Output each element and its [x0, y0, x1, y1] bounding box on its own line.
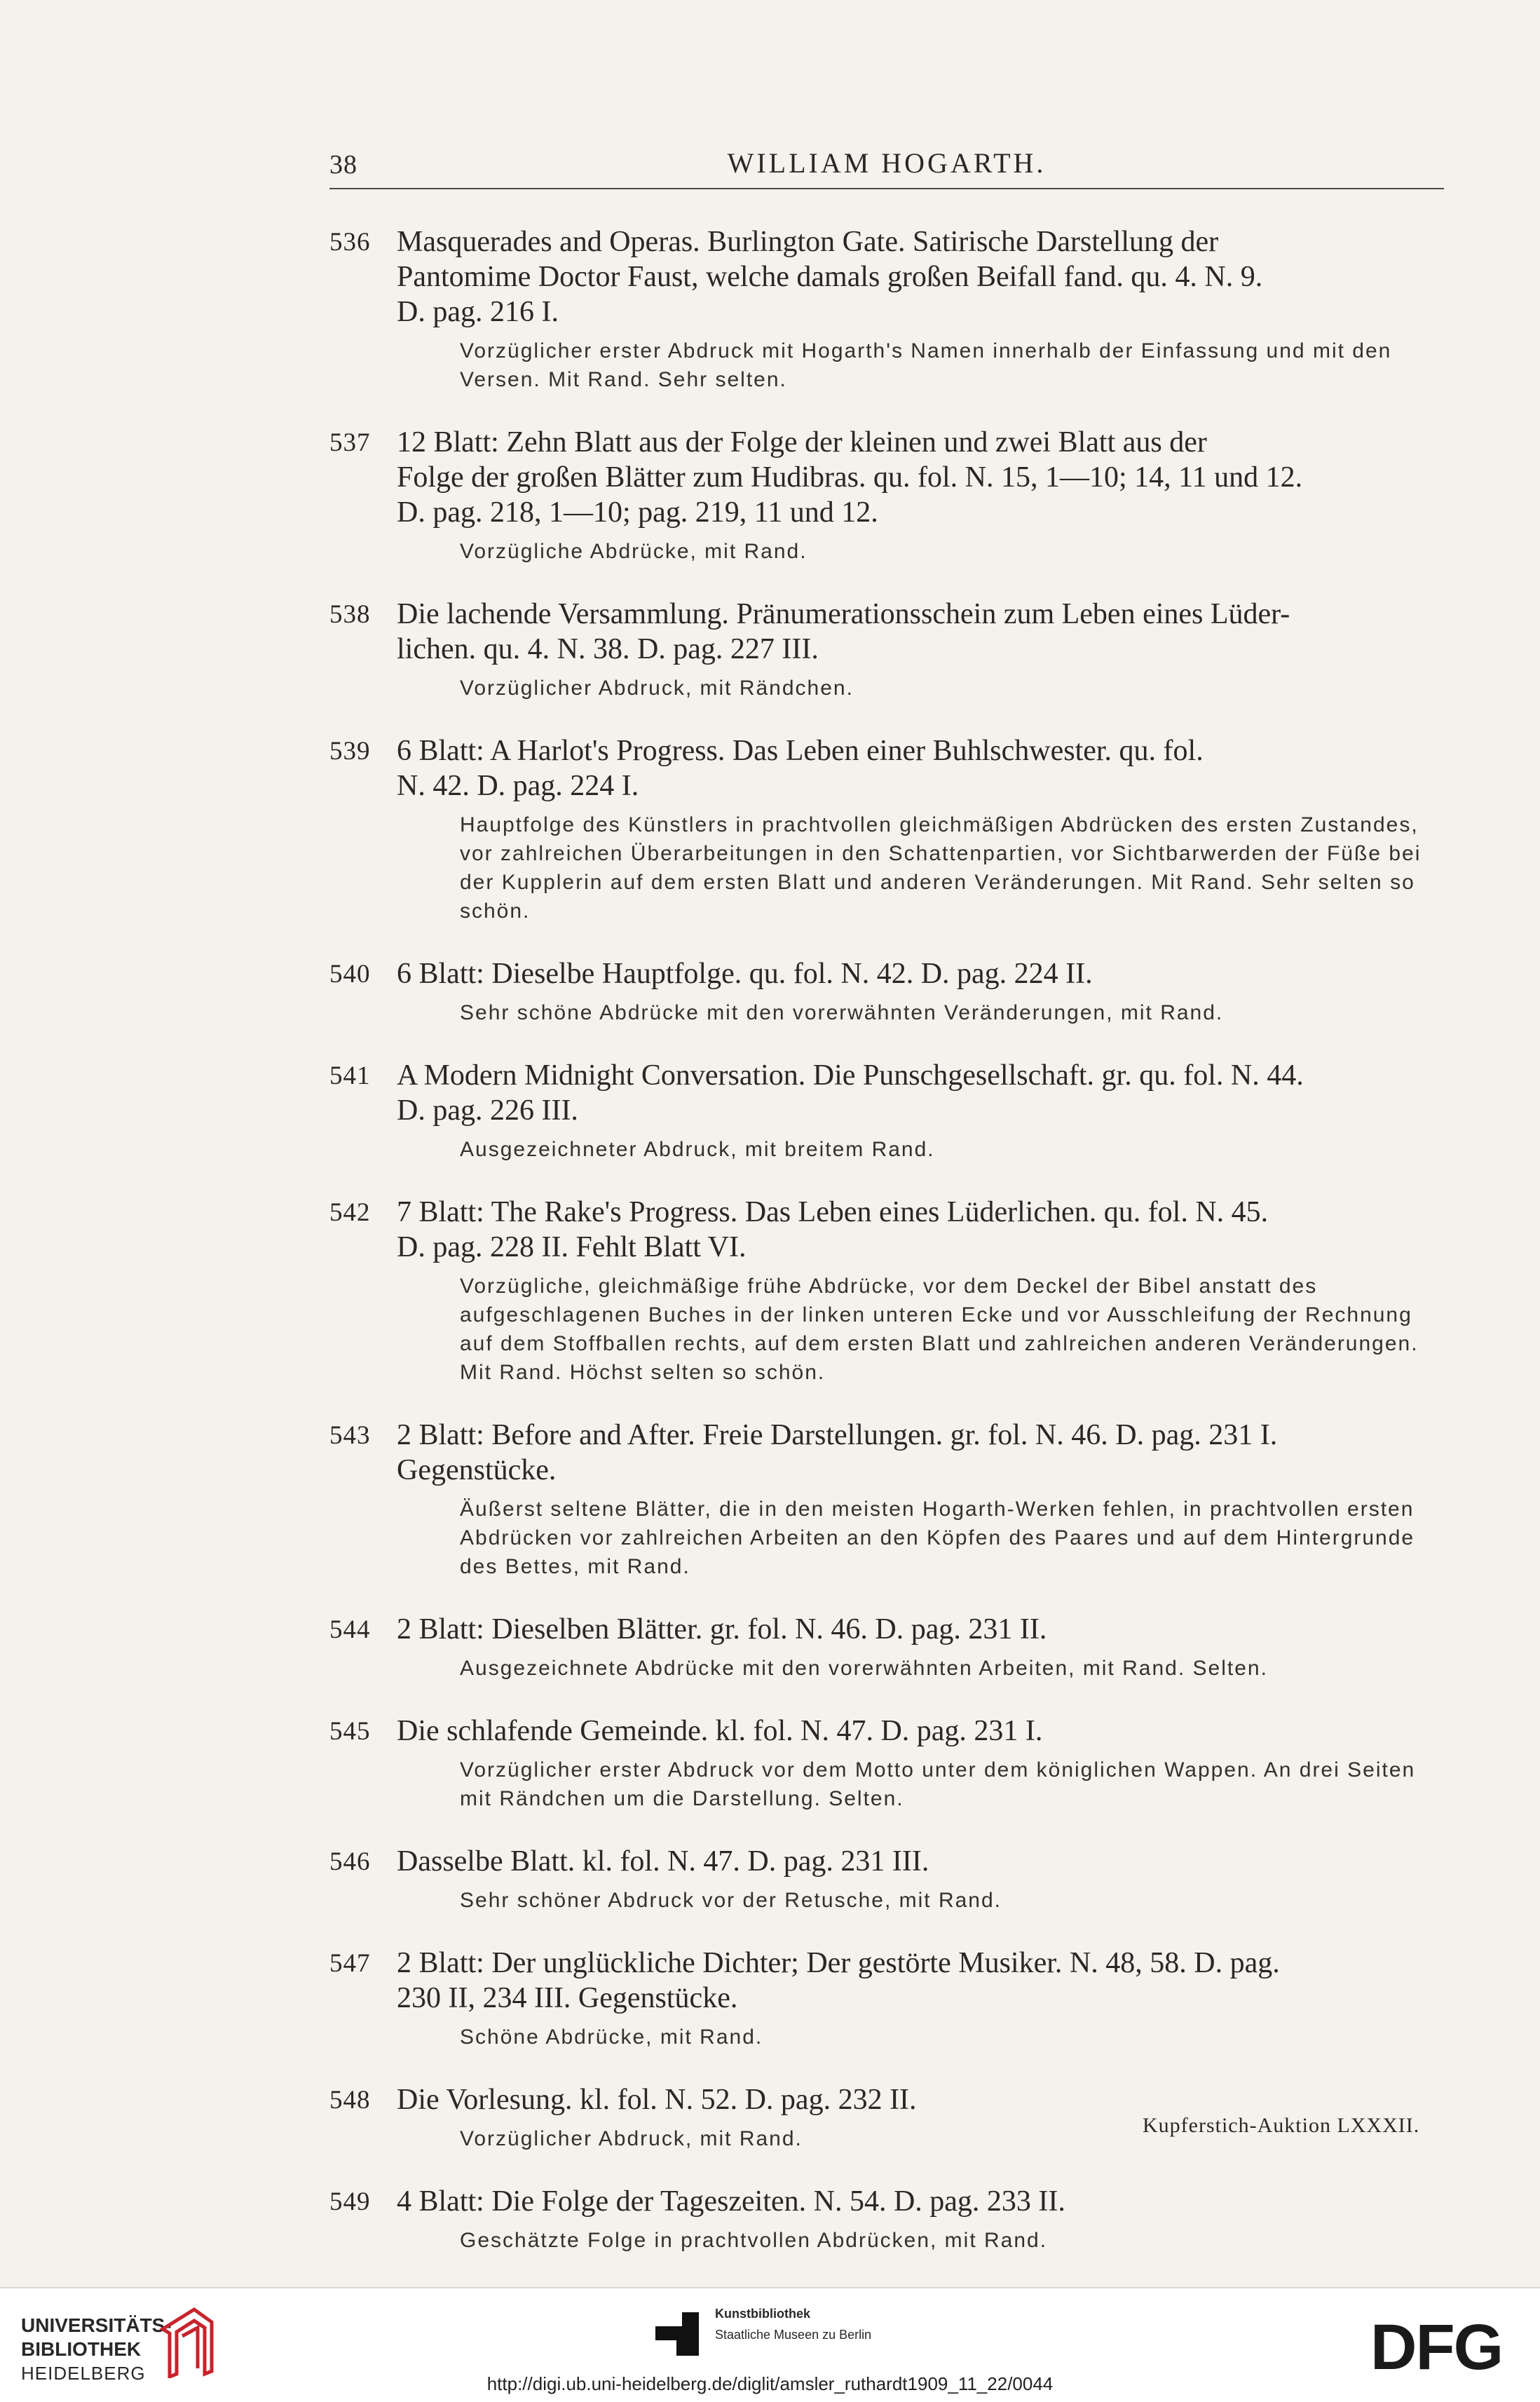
entry-note: Sehr schöner Abdruck vor der Retusche, mit Rand. — [460, 1889, 1002, 1912]
entry-title — [397, 1195, 1451, 1265]
entry-note: Ausgezeichnete Abdrücke mit den vorerwähnten Arbeiten, mit Rand. Selten. — [460, 1657, 1268, 1680]
entry-note: Sehr schöne Abdrücke mit den vorerwähnten Veränderungen, mit Rand. — [460, 1001, 1224, 1024]
entry-title-line: 7 Blatt: The Rake's Progress. Das Leben eines Lüderlichen. qu. fol. N. 45. — [397, 1196, 1269, 1228]
entry-title — [397, 2082, 1451, 2117]
entry-title — [397, 224, 1451, 330]
entry-number: 546 — [329, 1847, 371, 1876]
catalogue-entry — [329, 425, 1451, 566]
entry-title-line: Masquerades and Operas. Burlington Gate. Satirische Darstellung der — [397, 226, 1219, 258]
entry-title-line: Die Vorlesung. kl. fol. N. 52. D. pag. 232 II. — [397, 2084, 917, 2116]
entry-title-line: 230 II, 234 III. Gegenstücke. — [397, 1982, 738, 2014]
entry-number: 544 — [329, 1615, 371, 1644]
catalogue-entry — [329, 224, 1451, 394]
entry-note: Vorzüglicher erster Abdruck mit Hogarth's Namen innerhalb der Einfassung und mit den Versen. Mit Rand. Sehr selten. — [460, 339, 1392, 391]
kunstbibliothek-emblem-icon — [655, 2312, 699, 2356]
entry-title-line: 4 Blatt: Die Folge der Tageszeiten. N. 54. D. pag. 233 II. — [397, 2185, 1065, 2218]
entry-title-line: Die lachende Versammlung. Pränumerationsschein zum Leben eines Lüder- — [397, 598, 1290, 630]
catchword: Kupferstich-Auktion LXXXII. — [1143, 2114, 1420, 2137]
entry-title — [397, 1612, 1451, 1647]
entry-title-line: N. 42. D. pag. 224 I. — [397, 770, 639, 802]
ub-logo-line3: HEIDELBERG — [21, 2363, 146, 2384]
catalogue-entry — [329, 1612, 1451, 1683]
entry-number: 541 — [329, 1061, 371, 1090]
entry-note: Vorzügliche, gleichmäßige frühe Abdrücke, vor dem Deckel der Bibel anstatt des aufgeschlagenen Buches in der linken unteren Ecke und vor Ausschleifung der Rechnung auf dem Stoffballen rechts, auf dem ersten Blatt und zahlreichen anderen Veränderungen. Mit Rand. Höchst selten so schön. — [460, 1275, 1419, 1384]
entry-number: 538 — [329, 600, 371, 629]
entry-number: 548 — [329, 2086, 371, 2115]
entry-title-line: Folge der großen Blätter zum Hudibras. qu. fol. N. 15, 1—10; 14, 11 und 12. — [397, 461, 1303, 494]
entry-title-line: 12 Blatt: Zehn Blatt aus der Folge der kleinen und zwei Blatt aus der — [397, 426, 1207, 459]
permalink-url[interactable]: http://digi.ub.uni-heidelberg.de/diglit/amsler_ruthardt1909_11_22/0044 — [486, 2373, 1054, 2394]
entry-title — [397, 733, 1451, 803]
entry-note: Schöne Abdrücke, mit Rand. — [460, 2026, 763, 2049]
entry-title-line: Pantomime Doctor Faust, welche damals großen Beifall fand. qu. 4. N. 9. — [397, 261, 1263, 293]
kb-line1: Kunstbibliothek — [715, 2307, 810, 2321]
catalogue-entry — [329, 956, 1451, 1027]
entry-title-line: Dasselbe Blatt. kl. fol. N. 47. D. pag. 231 III. — [397, 1845, 929, 1878]
page-header — [329, 144, 1444, 186]
entry-number: 542 — [329, 1198, 371, 1227]
entry-number: 543 — [329, 1421, 371, 1450]
entry-title-line: D. pag. 216 I. — [397, 296, 559, 328]
entry-title — [397, 425, 1451, 530]
catalogue-entry — [329, 1195, 1451, 1387]
catalogue-entry — [329, 2184, 1451, 2255]
entry-note: Vorzüglicher erster Abdruck vor dem Motto unter dem königlichen Wappen. An drei Seiten mit Rändchen um die Darstellung. Selten. — [460, 1758, 1416, 1810]
entry-title-line: 6 Blatt: Dieselbe Hauptfolge. qu. fol. N. 42. D. pag. 224 II. — [397, 958, 1093, 990]
entry-number: 537 — [329, 428, 371, 457]
entry-number: 536 — [329, 228, 371, 257]
entry-note: Geschätzte Folge in prachtvollen Abdrücken, mit Rand. — [460, 2229, 1048, 2252]
ub-emblem-icon — [156, 2301, 219, 2378]
ub-logo-line1: UNIVERSITÄTS- — [21, 2314, 172, 2336]
kb-line2: Staatliche Museen zu Berlin — [715, 2328, 872, 2342]
ub-logo-line2: BIBLIOTHEK — [21, 2338, 142, 2360]
entry-note: Äußerst seltene Blätter, die in den meisten Hogarth-Werken fehlen, in prachtvollen ersten Abdrücken vor zahlreichen Arbeiten an den Köpfen des Paares und auf dem Hintergrunde des Bettes, mit Rand. — [460, 1498, 1415, 1578]
entry-title — [397, 1418, 1451, 1488]
catalogue-entry — [329, 1946, 1451, 2051]
catalogue-entries — [329, 224, 1451, 2286]
entry-title-line: D. pag. 226 III. — [397, 1094, 578, 1127]
entry-note: Vorzügliche Abdrücke, mit Rand. — [460, 540, 808, 563]
catalogue-entry — [329, 1844, 1451, 1915]
entry-title-line: D. pag. 218, 1—10; pag. 219, 11 und 12. — [397, 496, 878, 529]
entry-number: 539 — [329, 737, 371, 766]
entry-number: 549 — [329, 2187, 371, 2216]
entry-title — [397, 597, 1451, 667]
entry-note: Vorzüglicher Abdruck, mit Rändchen. — [460, 677, 854, 700]
catalogue-entry — [329, 733, 1451, 925]
header-rule — [329, 188, 1444, 189]
page-number: 38 — [329, 150, 357, 179]
entry-title — [397, 1714, 1451, 1749]
entry-number: 547 — [329, 1949, 371, 1978]
entry-number: 545 — [329, 1717, 371, 1746]
entry-note: Hauptfolge des Künstlers in prachtvollen gleichmäßigen Abdrücken des ersten Zustandes, vor zahlreichen Überarbeitungen in den Schattenpartien, vor Sichtbarwerden der Füße bei der Kupplerin auf dem ersten Blatt und anderen Veränderungen. Mit Rand. Sehr selten so schön. — [460, 813, 1422, 923]
entry-title — [397, 1844, 1451, 1879]
entry-note: Vorzüglicher Abdruck, mit Rand. — [460, 2127, 803, 2150]
dfg-logo[interactable]: DFG — [1370, 2312, 1503, 2383]
entry-title-line: lichen. qu. 4. N. 38. D. pag. 227 III. — [397, 633, 819, 665]
catalogue-entry — [329, 597, 1451, 703]
entry-title — [397, 1946, 1451, 2016]
entry-title — [397, 956, 1451, 991]
entry-title-line: A Modern Midnight Conversation. Die Punschgesellschaft. gr. qu. fol. N. 44. — [397, 1059, 1304, 1092]
entry-number: 540 — [329, 960, 371, 989]
catalogue-entry — [329, 1714, 1451, 1813]
entry-title-line: 2 Blatt: Der unglückliche Dichter; Der gestörte Musiker. N. 48, 58. D. pag. — [397, 1947, 1280, 1979]
entry-title — [397, 1058, 1451, 1128]
running-title: WILLIAM HOGARTH. — [727, 147, 1047, 179]
entry-title-line: 2 Blatt: Dieselben Blätter. gr. fol. N. 46. D. pag. 231 II. — [397, 1613, 1047, 1646]
catalogue-entry — [329, 1058, 1451, 1164]
entry-title-line: 2 Blatt: Before and After. Freie Darstellungen. gr. fol. N. 46. D. pag. 231 I. — [397, 1419, 1278, 1451]
catalogue-entry — [329, 1418, 1451, 1581]
entry-title-line: 6 Blatt: A Harlot's Progress. Das Leben einer Buhlschwester. qu. fol. — [397, 735, 1204, 767]
entry-note: Ausgezeichneter Abdruck, mit breitem Rand. — [460, 1138, 935, 1161]
entry-title-line: D. pag. 228 II. Fehlt Blatt VI. — [397, 1231, 747, 1263]
entry-title-line: Gegenstücke. — [397, 1454, 557, 1486]
entry-title — [397, 2184, 1451, 2219]
entry-title-line: Die schlafende Gemeinde. kl. fol. N. 47. D. pag. 231 I. — [397, 1715, 1043, 1747]
